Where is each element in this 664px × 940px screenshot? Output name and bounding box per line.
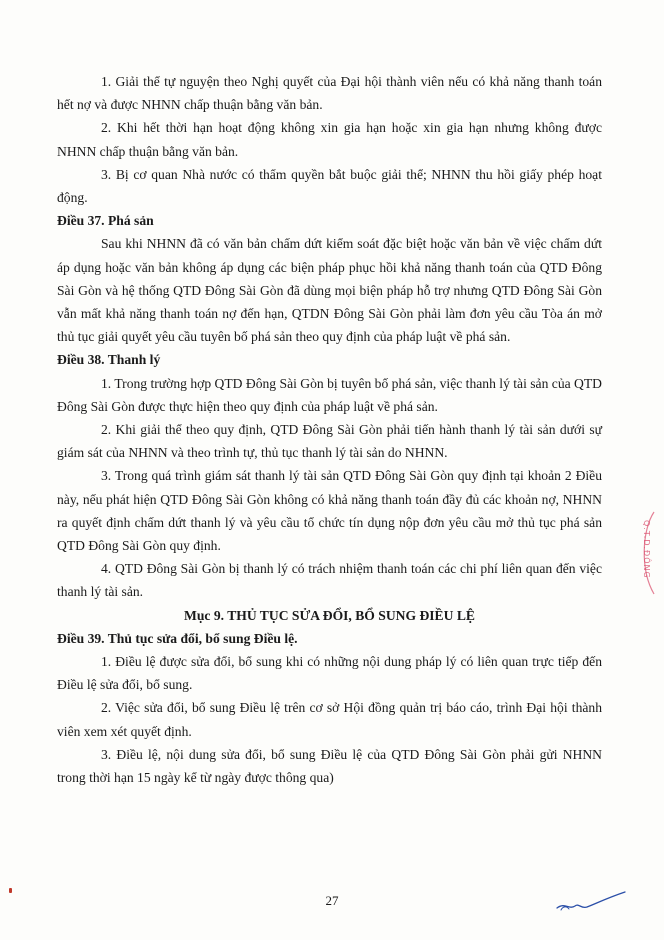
- dissolution-item-1: 1. Giải thể tự nguyện theo Nghị quyết của Đại hội thành viên nếu có khả năng thanh toán hết nợ và được NHNN chấp thuận bằng văn bản.: [57, 74, 602, 113]
- article-39-title: Điều 39. Thủ tục sửa đổi, bổ sung Điều lệ.: [57, 630, 298, 646]
- dissolution-item-2: 2. Khi hết thời hạn hoạt động không xin gia hạn hoặc xin gia hạn nhưng không được NHNN chấp thuận bằng văn bản.: [57, 120, 602, 159]
- margin-mark: [9, 888, 12, 893]
- article-37-body: Sau khi NHNN đã có văn bản chấm dứt kiểm soát đặc biệt hoặc văn bản về việc chấm dứt áp dụng hoặc văn bản không áp dụng các biện pháp phục hồi khả năng thanh toán của QTD Đông Sài Gòn và hệ thống QTD Đông Sài Gòn đã dùng mọi biện pháp hỗ trợ nhưng QTD Đông Sài Gòn vẫn mất khả năng thanh toán nợ đến hạn, QTDN Đông Sài Gòn phải làm đơn yêu cầu Tòa án mở thủ tục giải quyết yêu cầu tuyên bố phá sản theo quy định của pháp luật về phá sản.: [57, 236, 602, 345]
- page-number: 27: [325, 893, 339, 908]
- article-38-title: Điều 38. Thanh lý: [57, 352, 161, 368]
- article-39-item-3: 3. Điều lệ, nội dung sửa đổi, bổ sung Điều lệ của QTD Đông Sài Gòn phải gửi NHNN trong thời hạn 15 ngày kể từ ngày được thông qua): [57, 746, 602, 786]
- signature-icon: [555, 888, 627, 916]
- article-37-title: Điều 37. Phá sản: [57, 213, 154, 229]
- article-38-item-4: 4. QTD Đông Sài Gòn bị thanh lý có trách nhiệm thanh toán các chi phí liên quan đến việc thanh lý tài sản.: [57, 561, 602, 600]
- article-39-item-2: 2. Việc sửa đổi, bổ sung Điều lệ trên cơ sở Hội đồng quản trị báo cáo, trình Đại hội thành viên xem xét quyết định.: [57, 700, 602, 739]
- svg-text:Q.T.D.ĐÔNG: Q.T.D.ĐÔNG: [642, 520, 651, 579]
- article-38-item-2: 2. Khi giải thể theo quy định, QTD Đông Sài Gòn phải tiến hành thanh lý tài sản dưới sự giám sát của NHNN và theo trình tự, thủ tục thanh lý tài sản do NHNN.: [57, 422, 602, 461]
- dissolution-item-3: 3. Bị cơ quan Nhà nước có thẩm quyền bắt buộc giải thể; NHNN thu hồi giấy phép hoạt động.: [57, 166, 602, 206]
- document-body: [57, 70, 602, 789]
- seal-stamp-icon: [636, 510, 658, 596]
- article-39-item-1: 1. Điều lệ được sửa đổi, bổ sung khi có những nội dung pháp lý có liên quan trực tiếp đến Điều lệ sửa đổi, bổ sung.: [57, 654, 602, 693]
- section-9-title: Mục 9. THỦ TỤC SỬA ĐỔI, BỔ SUNG ĐIỀU LỆ: [184, 607, 475, 623]
- article-38-item-3: 3. Trong quá trình giám sát thanh lý tài sản QTD Đông Sài Gòn quy định tại khoản 2 Điều này, nếu phát hiện QTD Đông Sài Gòn không có khả năng thanh toán đầy đủ các khoản nợ, NHNN ra quyết định chấm dứt thanh lý và yêu cầu tổ chức tín dụng nộp đơn yêu cầu mở thủ tục phá sản QTD Đông Sài Gòn quy định.: [57, 468, 602, 554]
- article-38-item-1: 1. Trong trường hợp QTD Đông Sài Gòn bị tuyên bố phá sản, việc thanh lý tài sản của QTD Đông Sài Gòn được thực hiện theo quy định của pháp luật về phá sản.: [57, 375, 602, 414]
